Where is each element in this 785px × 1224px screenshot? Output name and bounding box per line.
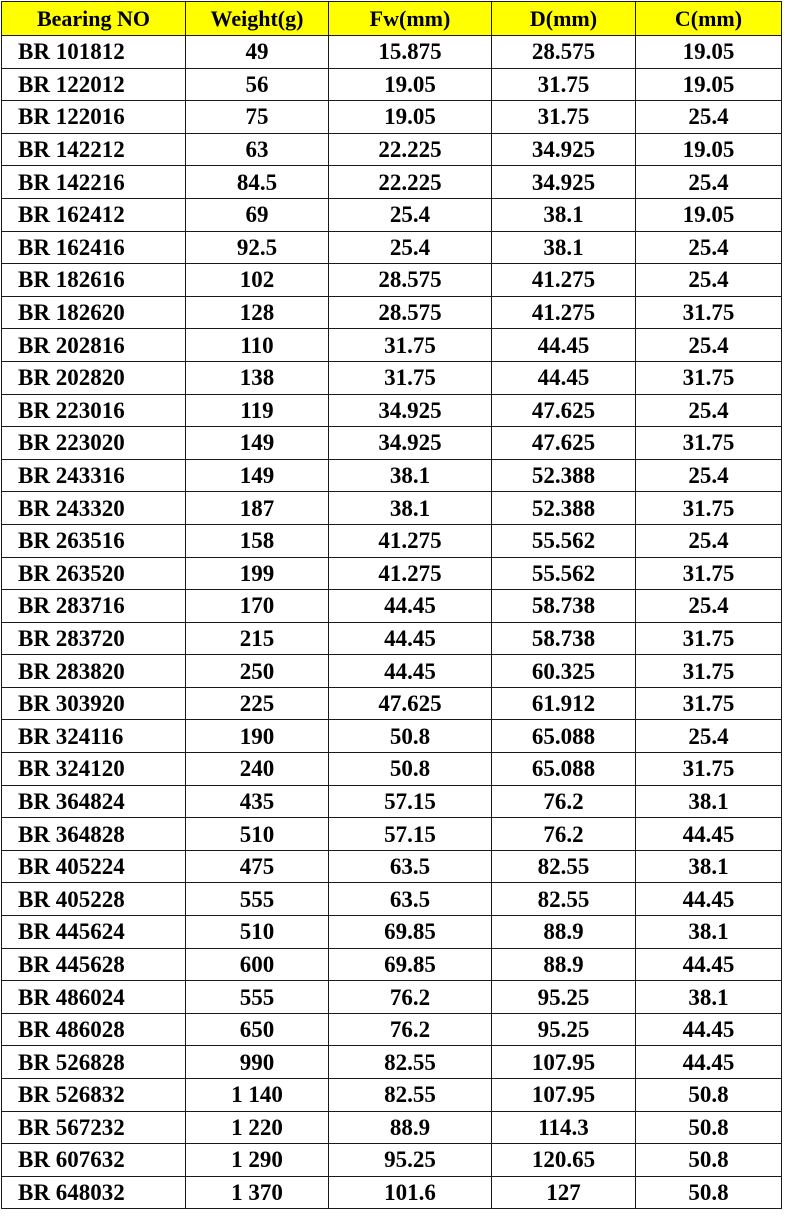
cell-bearing-no: BR 283716	[2, 590, 186, 623]
cell-weight: 199	[186, 557, 329, 590]
cell-c: 25.4	[636, 394, 782, 427]
table-row	[2, 981, 782, 1014]
cell-weight: 1 140	[186, 1079, 329, 1112]
cell-weight: 119	[186, 394, 329, 427]
cell-c: 31.75	[636, 687, 782, 720]
cell-weight: 158	[186, 524, 329, 557]
cell-d: 88.9	[492, 948, 636, 981]
cell-fw: 57.15	[329, 785, 492, 818]
cell-weight: 149	[186, 427, 329, 460]
cell-c: 38.1	[636, 850, 782, 883]
cell-fw: 34.925	[329, 427, 492, 460]
cell-c: 31.75	[636, 655, 782, 688]
cell-d: 41.275	[492, 264, 636, 297]
cell-weight: 63	[186, 133, 329, 166]
cell-fw: 41.275	[329, 524, 492, 557]
cell-weight: 1 290	[186, 1144, 329, 1177]
cell-d: 38.1	[492, 198, 636, 231]
bearing-table	[1, 1, 782, 1209]
cell-bearing-no: BR 364828	[2, 818, 186, 851]
cell-bearing-no: BR 445628	[2, 948, 186, 981]
cell-bearing-no: BR 122012	[2, 68, 186, 101]
table-header	[2, 2, 782, 36]
cell-weight: 138	[186, 361, 329, 394]
cell-bearing-no: BR 223020	[2, 427, 186, 460]
cell-bearing-no: BR 486024	[2, 981, 186, 1014]
cell-c: 50.8	[636, 1079, 782, 1112]
cell-weight: 475	[186, 850, 329, 883]
cell-fw: 63.5	[329, 850, 492, 883]
cell-bearing-no: BR 567232	[2, 1111, 186, 1144]
cell-d: 60.325	[492, 655, 636, 688]
cell-weight: 187	[186, 492, 329, 525]
cell-c: 25.4	[636, 459, 782, 492]
table-row	[2, 948, 782, 981]
cell-fw: 88.9	[329, 1111, 492, 1144]
cell-fw: 82.55	[329, 1046, 492, 1079]
cell-d: 58.738	[492, 590, 636, 623]
cell-bearing-no: BR 142216	[2, 166, 186, 199]
cell-fw: 31.75	[329, 329, 492, 362]
table-body	[2, 36, 782, 1209]
cell-d: 44.45	[492, 361, 636, 394]
cell-weight: 650	[186, 1013, 329, 1046]
cell-bearing-no: BR 243316	[2, 459, 186, 492]
table-row	[2, 1013, 782, 1046]
cell-c: 31.75	[636, 622, 782, 655]
cell-weight: 102	[186, 264, 329, 297]
cell-bearing-no: BR 648032	[2, 1176, 186, 1209]
cell-c: 19.05	[636, 68, 782, 101]
cell-d: 127	[492, 1176, 636, 1209]
cell-d: 95.25	[492, 1013, 636, 1046]
cell-weight: 1 220	[186, 1111, 329, 1144]
cell-weight: 225	[186, 687, 329, 720]
cell-weight: 149	[186, 459, 329, 492]
table-row	[2, 622, 782, 655]
cell-d: 76.2	[492, 818, 636, 851]
cell-weight: 555	[186, 883, 329, 916]
table-row	[2, 296, 782, 329]
cell-weight: 1 370	[186, 1176, 329, 1209]
cell-c: 25.4	[636, 166, 782, 199]
cell-bearing-no: BR 486028	[2, 1013, 186, 1046]
cell-d: 65.088	[492, 753, 636, 786]
cell-c: 31.75	[636, 753, 782, 786]
table-row	[2, 850, 782, 883]
cell-d: 114.3	[492, 1111, 636, 1144]
cell-d: 120.65	[492, 1144, 636, 1177]
cell-weight: 92.5	[186, 231, 329, 264]
cell-bearing-no: BR 243320	[2, 492, 186, 525]
table-row	[2, 264, 782, 297]
cell-weight: 240	[186, 753, 329, 786]
cell-c: 19.05	[636, 198, 782, 231]
cell-fw: 44.45	[329, 655, 492, 688]
table-row	[2, 785, 782, 818]
table-row	[2, 557, 782, 590]
cell-c: 31.75	[636, 361, 782, 394]
cell-c: 44.45	[636, 948, 782, 981]
header-fw: Fw(mm)	[329, 2, 492, 36]
cell-bearing-no: BR 526828	[2, 1046, 186, 1079]
cell-d: 76.2	[492, 785, 636, 818]
table-row	[2, 590, 782, 623]
header-c: C(mm)	[636, 2, 782, 36]
table-row	[2, 198, 782, 231]
cell-bearing-no: BR 101812	[2, 36, 186, 69]
table-row	[2, 883, 782, 916]
cell-c: 31.75	[636, 296, 782, 329]
cell-bearing-no: BR 607632	[2, 1144, 186, 1177]
cell-bearing-no: BR 445624	[2, 916, 186, 949]
cell-d: 58.738	[492, 622, 636, 655]
cell-d: 61.912	[492, 687, 636, 720]
table-row	[2, 753, 782, 786]
cell-d: 107.95	[492, 1046, 636, 1079]
cell-bearing-no: BR 263516	[2, 524, 186, 557]
cell-fw: 50.8	[329, 753, 492, 786]
cell-c: 44.45	[636, 883, 782, 916]
table-row	[2, 1111, 782, 1144]
cell-fw: 57.15	[329, 818, 492, 851]
cell-fw: 63.5	[329, 883, 492, 916]
table-row	[2, 101, 782, 134]
cell-d: 55.562	[492, 524, 636, 557]
cell-d: 55.562	[492, 557, 636, 590]
cell-bearing-no: BR 364824	[2, 785, 186, 818]
cell-fw: 38.1	[329, 492, 492, 525]
cell-bearing-no: BR 324116	[2, 720, 186, 753]
cell-d: 31.75	[492, 101, 636, 134]
cell-c: 25.4	[636, 524, 782, 557]
cell-weight: 215	[186, 622, 329, 655]
table-row	[2, 329, 782, 362]
cell-bearing-no: BR 223016	[2, 394, 186, 427]
cell-c: 31.75	[636, 557, 782, 590]
cell-fw: 101.6	[329, 1176, 492, 1209]
cell-fw: 31.75	[329, 361, 492, 394]
table-row	[2, 818, 782, 851]
table-row	[2, 492, 782, 525]
cell-fw: 22.225	[329, 133, 492, 166]
cell-weight: 75	[186, 101, 329, 134]
cell-c: 44.45	[636, 1013, 782, 1046]
cell-fw: 28.575	[329, 264, 492, 297]
cell-weight: 170	[186, 590, 329, 623]
cell-bearing-no: BR 182620	[2, 296, 186, 329]
cell-fw: 34.925	[329, 394, 492, 427]
cell-weight: 56	[186, 68, 329, 101]
table-row	[2, 361, 782, 394]
table-row	[2, 1176, 782, 1209]
table-row	[2, 459, 782, 492]
table-row	[2, 68, 782, 101]
cell-d: 65.088	[492, 720, 636, 753]
cell-d: 82.55	[492, 883, 636, 916]
cell-weight: 110	[186, 329, 329, 362]
cell-d: 41.275	[492, 296, 636, 329]
cell-bearing-no: BR 162412	[2, 198, 186, 231]
table-row	[2, 427, 782, 460]
cell-fw: 25.4	[329, 231, 492, 264]
cell-c: 25.4	[636, 720, 782, 753]
cell-weight: 555	[186, 981, 329, 1014]
cell-d: 44.45	[492, 329, 636, 362]
cell-d: 95.25	[492, 981, 636, 1014]
cell-fw: 28.575	[329, 296, 492, 329]
cell-bearing-no: BR 303920	[2, 687, 186, 720]
cell-weight: 600	[186, 948, 329, 981]
cell-d: 47.625	[492, 427, 636, 460]
cell-fw: 95.25	[329, 1144, 492, 1177]
cell-fw: 19.05	[329, 101, 492, 134]
cell-c: 50.8	[636, 1176, 782, 1209]
header-d: D(mm)	[492, 2, 636, 36]
header-bearing-no: Bearing NO	[2, 2, 186, 36]
cell-c: 31.75	[636, 492, 782, 525]
cell-weight: 250	[186, 655, 329, 688]
table-row	[2, 916, 782, 949]
cell-c: 44.45	[636, 1046, 782, 1079]
cell-weight: 128	[186, 296, 329, 329]
cell-c: 31.75	[636, 427, 782, 460]
cell-d: 107.95	[492, 1079, 636, 1112]
cell-c: 38.1	[636, 916, 782, 949]
cell-c: 50.8	[636, 1144, 782, 1177]
cell-bearing-no: BR 324120	[2, 753, 186, 786]
table-row	[2, 1046, 782, 1079]
cell-fw: 82.55	[329, 1079, 492, 1112]
table-row	[2, 687, 782, 720]
cell-c: 25.4	[636, 329, 782, 362]
cell-d: 34.925	[492, 166, 636, 199]
cell-fw: 44.45	[329, 590, 492, 623]
table-row	[2, 720, 782, 753]
cell-weight: 510	[186, 818, 329, 851]
cell-fw: 47.625	[329, 687, 492, 720]
cell-weight: 435	[186, 785, 329, 818]
cell-bearing-no: BR 162416	[2, 231, 186, 264]
cell-fw: 15.875	[329, 36, 492, 69]
cell-fw: 19.05	[329, 68, 492, 101]
cell-bearing-no: BR 202820	[2, 361, 186, 394]
cell-c: 25.4	[636, 264, 782, 297]
cell-bearing-no: BR 182616	[2, 264, 186, 297]
cell-d: 28.575	[492, 36, 636, 69]
cell-c: 38.1	[636, 785, 782, 818]
cell-bearing-no: BR 263520	[2, 557, 186, 590]
cell-c: 44.45	[636, 818, 782, 851]
cell-c: 25.4	[636, 101, 782, 134]
cell-bearing-no: BR 526832	[2, 1079, 186, 1112]
cell-bearing-no: BR 405224	[2, 850, 186, 883]
table-row	[2, 655, 782, 688]
cell-fw: 25.4	[329, 198, 492, 231]
header-row	[2, 2, 782, 36]
cell-c: 25.4	[636, 231, 782, 264]
cell-d: 88.9	[492, 916, 636, 949]
table-row	[2, 166, 782, 199]
cell-fw: 76.2	[329, 1013, 492, 1046]
cell-bearing-no: BR 122016	[2, 101, 186, 134]
cell-d: 52.388	[492, 492, 636, 525]
cell-c: 19.05	[636, 36, 782, 69]
cell-c: 38.1	[636, 981, 782, 1014]
cell-bearing-no: BR 202816	[2, 329, 186, 362]
cell-fw: 38.1	[329, 459, 492, 492]
cell-fw: 50.8	[329, 720, 492, 753]
table-row	[2, 1144, 782, 1177]
cell-weight: 190	[186, 720, 329, 753]
cell-bearing-no: BR 283720	[2, 622, 186, 655]
cell-c: 19.05	[636, 133, 782, 166]
cell-fw: 41.275	[329, 557, 492, 590]
cell-weight: 69	[186, 198, 329, 231]
cell-c: 25.4	[636, 590, 782, 623]
table-row	[2, 524, 782, 557]
cell-bearing-no: BR 405228	[2, 883, 186, 916]
cell-fw: 22.225	[329, 166, 492, 199]
cell-bearing-no: BR 142212	[2, 133, 186, 166]
cell-weight: 49	[186, 36, 329, 69]
cell-fw: 69.85	[329, 916, 492, 949]
table-row	[2, 133, 782, 166]
cell-d: 31.75	[492, 68, 636, 101]
cell-d: 47.625	[492, 394, 636, 427]
cell-c: 50.8	[636, 1111, 782, 1144]
cell-weight: 990	[186, 1046, 329, 1079]
header-weight: Weight(g)	[186, 2, 329, 36]
cell-weight: 510	[186, 916, 329, 949]
table-row	[2, 1079, 782, 1112]
cell-fw: 44.45	[329, 622, 492, 655]
cell-bearing-no: BR 283820	[2, 655, 186, 688]
table-row	[2, 36, 782, 69]
cell-d: 52.388	[492, 459, 636, 492]
table-row	[2, 394, 782, 427]
cell-fw: 69.85	[329, 948, 492, 981]
cell-d: 38.1	[492, 231, 636, 264]
cell-d: 34.925	[492, 133, 636, 166]
cell-fw: 76.2	[329, 981, 492, 1014]
cell-weight: 84.5	[186, 166, 329, 199]
cell-d: 82.55	[492, 850, 636, 883]
table-row	[2, 231, 782, 264]
